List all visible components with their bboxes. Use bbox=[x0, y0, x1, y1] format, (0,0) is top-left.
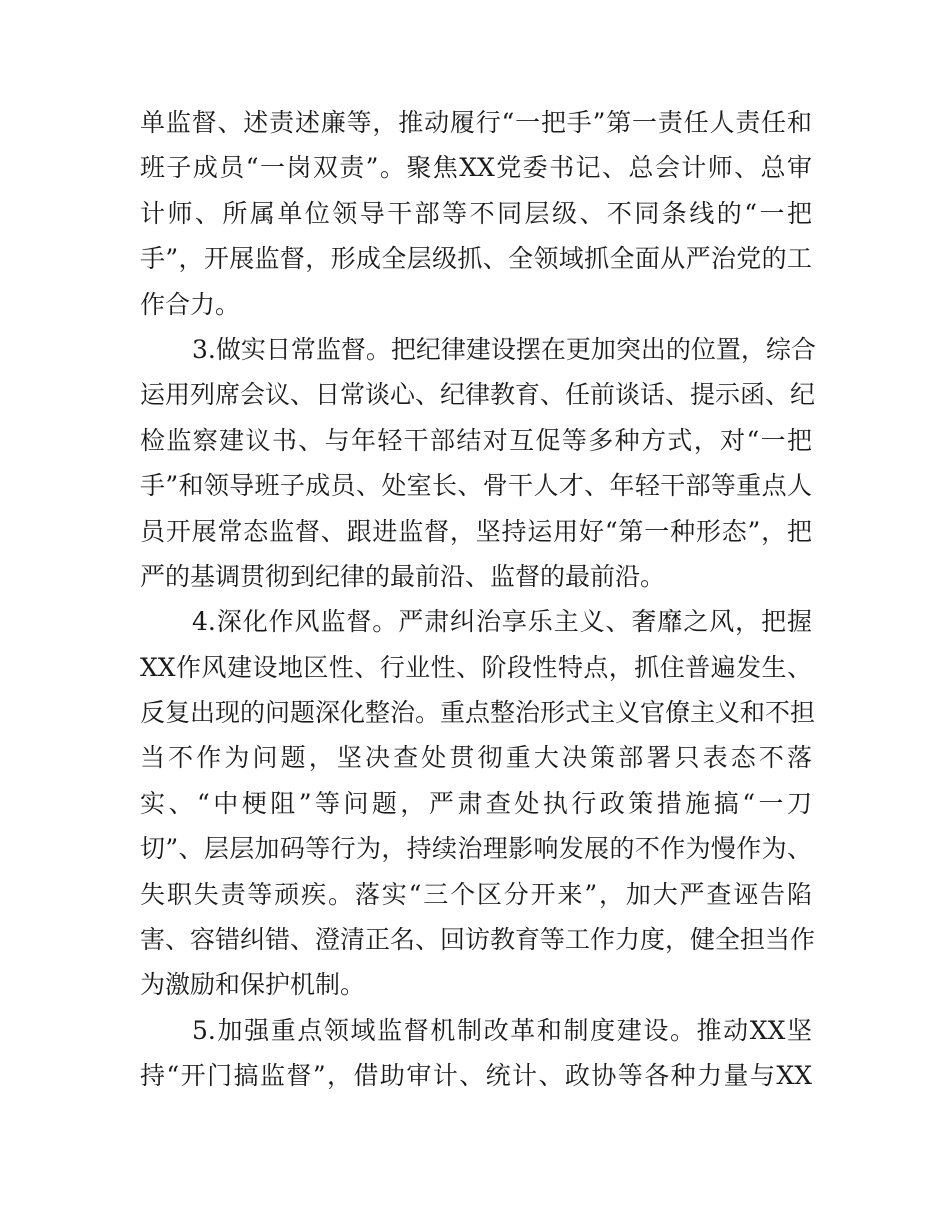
body-text bbox=[140, 100, 816, 1099]
text-line: 实、“中梗阻”等问题，严肃查处执行政策措施搞“一刀 bbox=[140, 788, 812, 818]
text-line: 切”、层层加码等行为，持续治理影响发展的不作为慢作为、 bbox=[140, 834, 812, 864]
text-line: 单监督、述责述廉等，推动履行“一把手”第一责任人责任和 bbox=[140, 108, 812, 137]
text-line: 手”和领导班子成员、处室长、骨干人才、年轻干部等重点人 bbox=[140, 471, 812, 501]
text-line: 害、容错纠错、澄清正名、回访教育等工作力度，健全担当作 bbox=[140, 925, 816, 955]
text-line: 计师、所属单位领导干部等不同层级、不同条线的“一把 bbox=[140, 198, 812, 228]
text-line: 运用列席会议、日常谈心、纪律教育、任前谈话、提示函、纪 bbox=[140, 380, 816, 410]
text-line: 5.加强重点领域监督机制改革和制度建设。推动XX坚 bbox=[192, 1015, 812, 1045]
text-line: 班子成员“一岗双责”。聚焦XX党委书记、总会计师、总审 bbox=[140, 153, 812, 183]
text-line: 严的基调贯彻到纪律的最前沿、监督的最前沿。 bbox=[140, 561, 666, 591]
text-line: 检监察建议书、与年轻干部结对互促等多种方式，对“一把 bbox=[140, 425, 812, 455]
text-line: XX作风建设地区性、行业性、阶段性特点，抓住普遍发生、 bbox=[140, 652, 812, 682]
text-line: 员开展常态监督、跟进监督，坚持运用好“第一种形态”，把 bbox=[140, 516, 812, 546]
text-line: 反复出现的问题深化整治。重点整治形式主义官僚主义和不担 bbox=[140, 698, 816, 728]
text-line: 持“开门搞监督”，借助审计、统计、政协等各种力量与XX bbox=[140, 1061, 812, 1091]
text-line: 当不作为问题，坚决查处贯彻重大决策部署只表态不落 bbox=[140, 743, 812, 773]
text-line: 4.深化作风监督。严肃纠治享乐主义、奢靡之风，把握 bbox=[192, 607, 812, 637]
text-line: 失职失责等顽疾。落实“三个区分开来”，加大严查诬告陷 bbox=[140, 879, 812, 909]
text-line: 作合力。 bbox=[140, 289, 241, 319]
text-line: 手”，开展监督，形成全层级抓、全领域抓全面从严治党的工 bbox=[140, 244, 812, 274]
text-line: 3.做实日常监督。把纪律建设摆在更加突出的位置，综合 bbox=[192, 334, 816, 364]
text-line: 为激励和保护机制。 bbox=[140, 970, 366, 1000]
